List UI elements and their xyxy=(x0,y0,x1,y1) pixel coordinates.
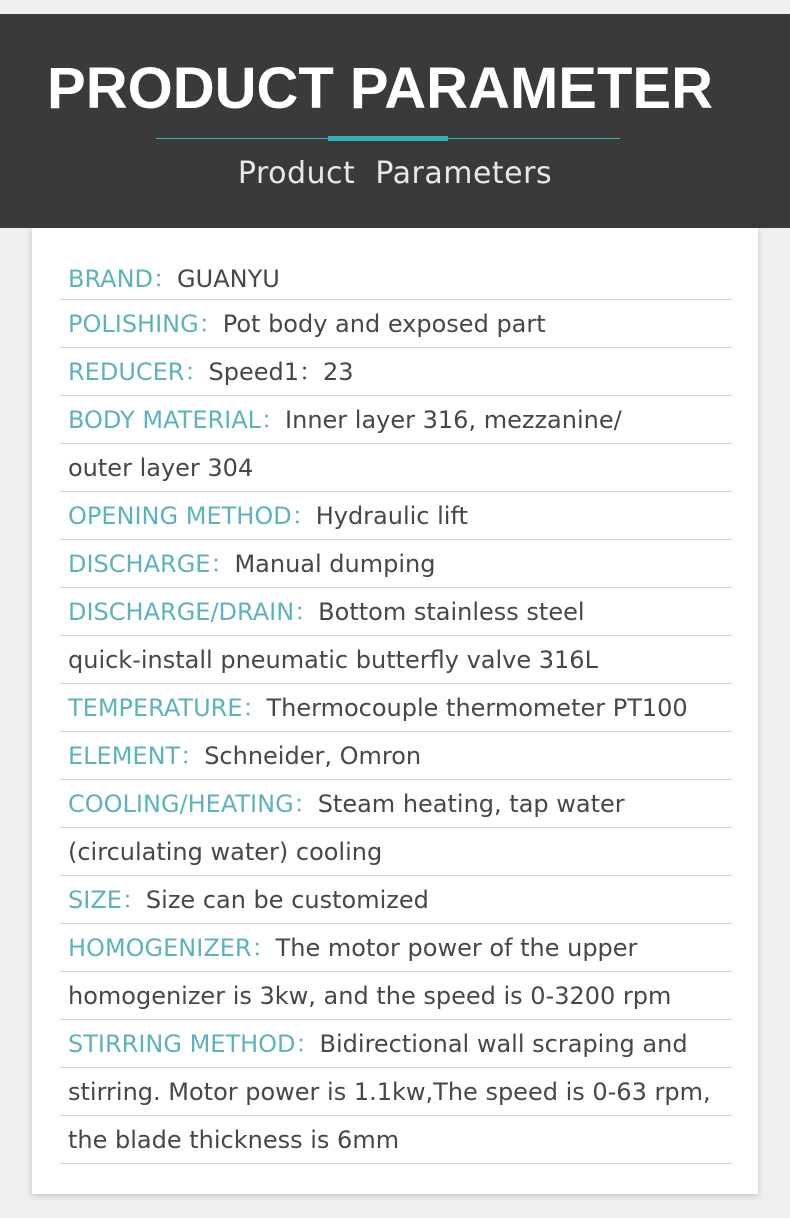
parameter-value: outer layer 304 xyxy=(68,454,254,482)
parameter-value: Thermocouple thermometer PT100 xyxy=(266,694,688,722)
parameter-value: Steam heating, tap water xyxy=(317,790,625,818)
parameter-label: OPENING METHOD： xyxy=(68,502,316,530)
parameter-value: The motor power of the upper xyxy=(275,934,638,962)
parameter-row xyxy=(60,732,732,780)
parameter-row xyxy=(60,396,732,444)
parameter-row xyxy=(60,348,732,396)
parameter-label: BODY MATERIAL： xyxy=(68,406,286,434)
parameter-label: DISCHARGE/DRAIN： xyxy=(68,598,319,626)
parameter-row xyxy=(60,540,732,588)
parameter-value: Size can be customized xyxy=(145,886,429,914)
page-subtitle: Product Parameters xyxy=(237,156,553,191)
parameter-row xyxy=(60,1068,732,1116)
parameter-value: Hydraulic lift xyxy=(315,502,468,530)
parameter-row xyxy=(60,492,732,540)
parameter-label: POLISHING： xyxy=(68,310,223,338)
parameter-value: quick-install pneumatic butterfly valve 316L xyxy=(68,646,598,674)
parameter-row xyxy=(60,780,732,828)
parameter-list xyxy=(60,256,732,1164)
parameter-value: Speed1：23 xyxy=(208,358,354,386)
parameter-row xyxy=(60,300,732,348)
parameter-row xyxy=(60,636,732,684)
divider-accent xyxy=(328,136,448,141)
parameter-row xyxy=(60,876,732,924)
parameter-row xyxy=(60,684,732,732)
parameter-row xyxy=(60,828,732,876)
header-banner xyxy=(0,14,790,228)
parameter-value: Manual dumping xyxy=(234,550,436,578)
parameter-value: Pot body and exposed part xyxy=(222,310,546,338)
parameter-row xyxy=(60,444,732,492)
parameter-row xyxy=(60,1116,732,1164)
parameter-label: BRAND： xyxy=(68,265,178,293)
parameter-value: stirring. Motor power is 1.1kw,The speed is 0-63 rpm, xyxy=(68,1078,711,1106)
parameter-label: DISCHARGE： xyxy=(68,550,235,578)
parameter-value: Bidirectional wall scraping and xyxy=(319,1030,688,1058)
parameter-value: GUANYU xyxy=(177,265,280,293)
parameter-label: ELEMENT： xyxy=(68,742,205,770)
parameter-label: REDUCER： xyxy=(68,358,209,386)
page-title: PRODUCT PARAMETER xyxy=(47,56,713,121)
parameter-label: SIZE： xyxy=(68,886,146,914)
parameter-row xyxy=(60,972,732,1020)
parameter-value: Bottom stainless steel xyxy=(318,598,585,626)
parameter-label: COOLING/HEATING： xyxy=(68,790,318,818)
parameter-label: TEMPERATURE： xyxy=(68,694,267,722)
parameter-label: HOMOGENIZER： xyxy=(68,934,276,962)
parameter-row xyxy=(60,588,732,636)
parameter-row xyxy=(60,924,732,972)
parameter-value: Inner layer 316, mezzanine/ xyxy=(285,406,622,434)
parameter-value: the blade thickness is 6mm xyxy=(68,1126,400,1154)
parameter-value: Schneider, Omron xyxy=(204,742,422,770)
parameter-card xyxy=(32,228,758,1194)
parameter-row xyxy=(60,1020,732,1068)
parameter-label: STIRRING METHOD： xyxy=(68,1030,320,1058)
parameter-row xyxy=(60,256,732,300)
parameter-value: homogenizer is 3kw, and the speed is 0-3200 rpm xyxy=(68,982,672,1010)
parameter-value: (circulating water) cooling xyxy=(68,838,383,866)
